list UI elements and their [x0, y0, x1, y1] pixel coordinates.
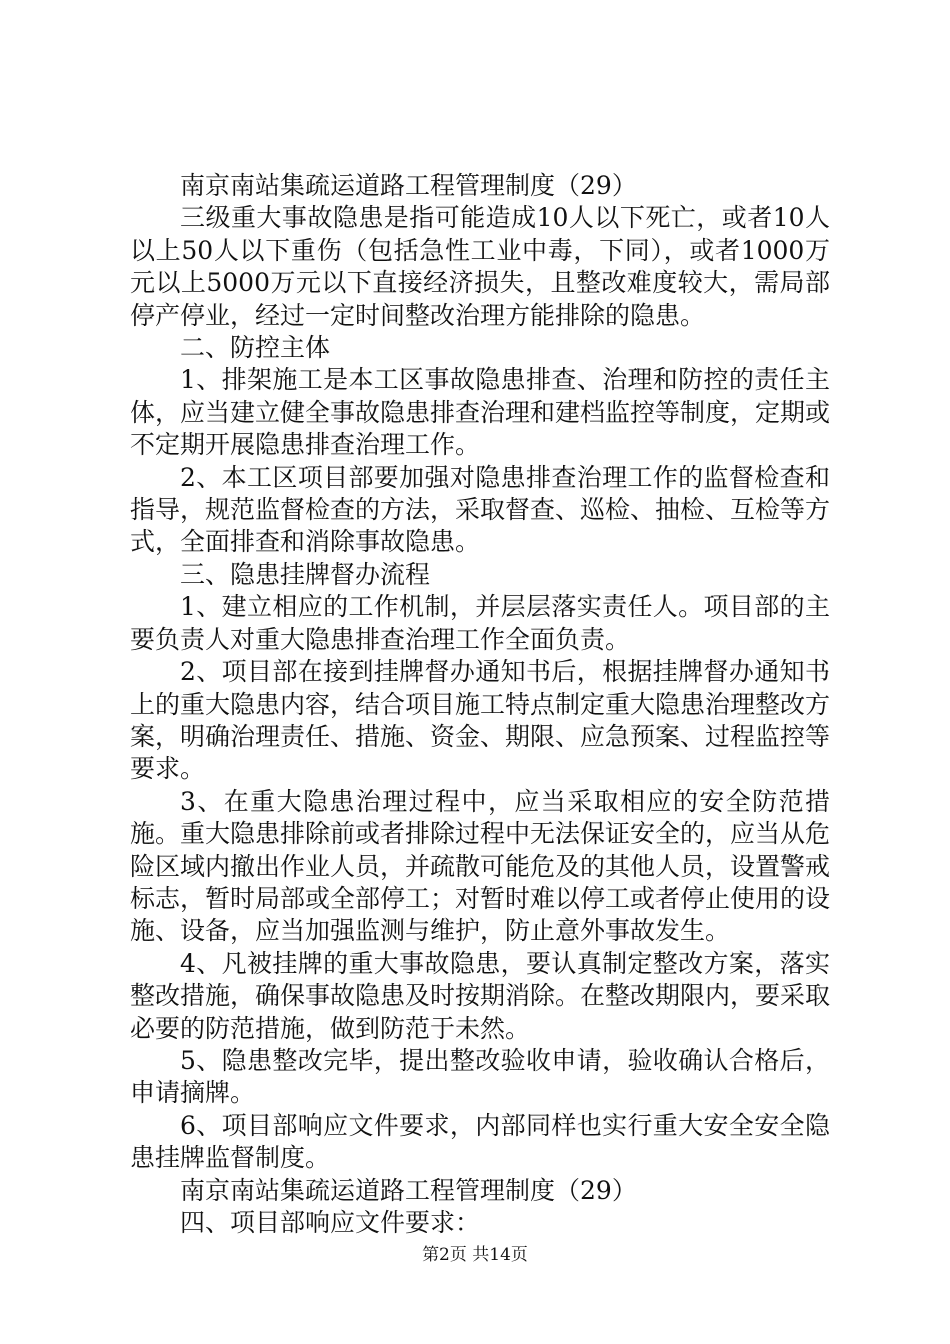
page-footer [0, 1240, 950, 1265]
document-body [130, 170, 830, 1239]
paragraph-process-3: 3、在重大隐患治理过程中，应当采取相应的安全防范措施。重大隐患排除前或者排除过程中无法保证安全的，应当从危险区域内撤出作业人员，并疏散可能危及的其他人员，设置警戒标志，暂时局部或全部停工；对暂时难以停工或者停止使用的设施、设备，应当加强监测与维护，防止意外事故发生。 [130, 786, 831, 946]
section-heading-response: 四、项目部响应文件要求： [180, 1208, 481, 1237]
section-heading-control-subject: 二、防控主体 [180, 333, 331, 363]
paragraph-hazard-definition: 三级重大事故隐患是指可能造成10人以下死亡，或者10人以上50人以下重伤（包括急性工业中毒，下同），或者1000万元以上5000万元以下直接经济损失，且整改难度较大，需局部停产停业，经过一定时间整改治理方能排除的隐患。 [130, 203, 830, 330]
section-heading-supervision-process: 三、隐患挂牌督办流程 [180, 559, 431, 589]
paragraph-process-1: 1、建立相应的工作机制，并层层落实责任人。项目部的主要负责人对重大隐患排查治理工作全面负责。 [130, 592, 830, 654]
paragraph-process-5: 5、隐患整改完毕，提出整改验收申请，验收确认合格后，申请摘牌。 [130, 1045, 830, 1108]
doc-title-repeat-2: 南京南站集疏运道路工程管理制度（29） [180, 1175, 637, 1205]
paragraph-control-1: 1、排架施工是本工区事故隐患排查、治理和防控的责任主体，应当建立健全事故隐患排查治理和建档监控等制度，定期或不定期开展隐患排查治理工作。 [130, 365, 831, 460]
paragraph-control-2: 2、本工区项目部要加强对隐患排查治理工作的监督检查和指导，规范监督检查的方法，采取督查、巡检、抽检、互检等方式，全面排查和消除事故隐患。 [130, 462, 831, 557]
page-number-label: 第2页 共14页 [422, 1245, 528, 1265]
paragraph-process-6: 6、项目部响应文件要求，内部同样也实行重大安全安全隐患挂牌监督制度。 [130, 1110, 830, 1173]
paragraph-process-2: 2、项目部在接到挂牌督办通知书后，根据挂牌督办通知书上的重大隐患内容，结合项目施工特点制定重大隐患治理整改方案，明确治理责任、措施、资金、期限、应急预案、过程监控等要求。 [130, 657, 831, 784]
doc-title-repeat: 南京南站集疏运道路工程管理制度（29） [180, 171, 637, 200]
paragraph-process-4: 4、凡被挂牌的重大事故隐患，要认真制定整改方案，落实整改措施，确保事故隐患及时按期消除。在整改期限内，要采取必要的防范措施，做到防范于未然。 [130, 948, 831, 1043]
